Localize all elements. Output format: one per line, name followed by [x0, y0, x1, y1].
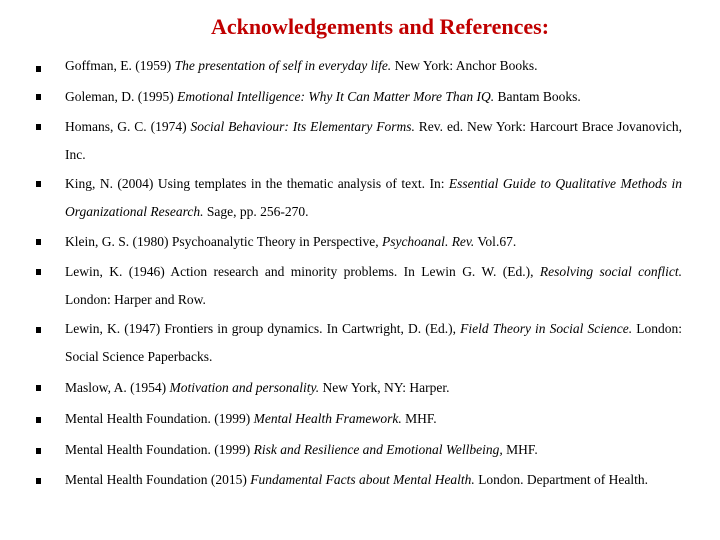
reference-publisher: Sage, pp. 256-270.	[203, 204, 309, 219]
reference-authors: Mental Health Foundation. (1999)	[65, 442, 254, 457]
reference-publisher: London: Harper and Row.	[65, 292, 206, 307]
reference-title: Mental Health Framework.	[253, 411, 402, 426]
reference-authors: Mental Health Foundation (2015)	[65, 472, 251, 487]
reference-authors: Goffman, E. (1959)	[65, 58, 175, 73]
reference-text	[65, 258, 682, 314]
reference-authors: Lewin, K. (1947) Frontiers in group dynamics. In Cartwright, D. (Ed.),	[65, 321, 461, 336]
reference-title: Resolving social conflict.	[539, 264, 682, 279]
reference-title: Essential Guide to Qualitative Methods in Organizational Research.	[65, 176, 682, 219]
reference-text	[65, 52, 682, 80]
reference-publisher: Bantam Books.	[494, 89, 581, 104]
reference-title: Risk and Resilience and Emotional Wellbeing,	[253, 442, 503, 457]
bullet-icon	[36, 269, 41, 275]
reference-title: Social Behaviour: Its Elementary Forms.	[190, 119, 415, 134]
page-title: Acknowledgements and References:	[210, 14, 550, 39]
bullet-icon	[36, 66, 41, 72]
reference-authors: Maslow, A. (1954)	[65, 380, 170, 395]
reference-authors: King, N. (2004) Using templates in the thematic analysis of text. In:	[65, 176, 449, 191]
bullet-icon	[36, 478, 41, 484]
reference-publisher: London: Social Science Paperbacks.	[65, 321, 683, 364]
reference-publisher: MHF.	[401, 411, 437, 426]
reference-authors: Klein, G. S. (1980) Psychoanalytic Theory in Perspective,	[65, 234, 382, 249]
reference-title: Motivation and personality.	[169, 380, 320, 395]
reference-authors: Goleman, D. (1995)	[65, 89, 178, 104]
reference-publisher: Vol.67.	[474, 234, 517, 249]
reference-authors: Mental Health Foundation. (1999)	[65, 411, 254, 426]
bullet-icon	[36, 385, 41, 391]
bullet-icon	[36, 417, 41, 423]
reference-text	[65, 374, 682, 402]
bullet-icon	[36, 94, 41, 100]
reference-publisher: Rev. ed. New York: Harcourt Brace Jovanovich, Inc.	[65, 119, 683, 162]
reference-publisher: New York: Anchor Books.	[391, 58, 538, 73]
reference-text	[65, 170, 682, 226]
reference-title: Field Theory in Social Science.	[460, 321, 633, 336]
bullet-icon	[36, 327, 41, 333]
reference-publisher: MHF.	[502, 442, 538, 457]
reference-text	[65, 466, 682, 494]
reference-text	[65, 83, 682, 111]
bullet-icon	[36, 124, 41, 130]
bullet-icon	[36, 181, 41, 187]
bullet-icon	[36, 448, 41, 454]
reference-title: Psychoanal. Rev.	[381, 234, 475, 249]
reference-text	[65, 315, 682, 371]
reference-text	[65, 436, 682, 464]
bullet-icon	[36, 239, 41, 245]
reference-text	[65, 113, 682, 169]
reference-title: Emotional Intelligence: Why It Can Matter More Than IQ.	[177, 89, 495, 104]
reference-publisher: London. Department of Health.	[474, 472, 649, 487]
reference-authors: Lewin, K. (1946) Action research and minority problems. In Lewin G. W. (Ed.),	[65, 264, 540, 279]
reference-title: Fundamental Facts about Mental Health.	[250, 472, 475, 487]
reference-text	[65, 405, 682, 433]
reference-authors: Homans, G. C. (1974)	[65, 119, 191, 134]
reference-text	[65, 228, 682, 256]
reference-publisher: New York, NY: Harper.	[319, 380, 450, 395]
reference-title: The presentation of self in everyday life.	[174, 58, 392, 73]
